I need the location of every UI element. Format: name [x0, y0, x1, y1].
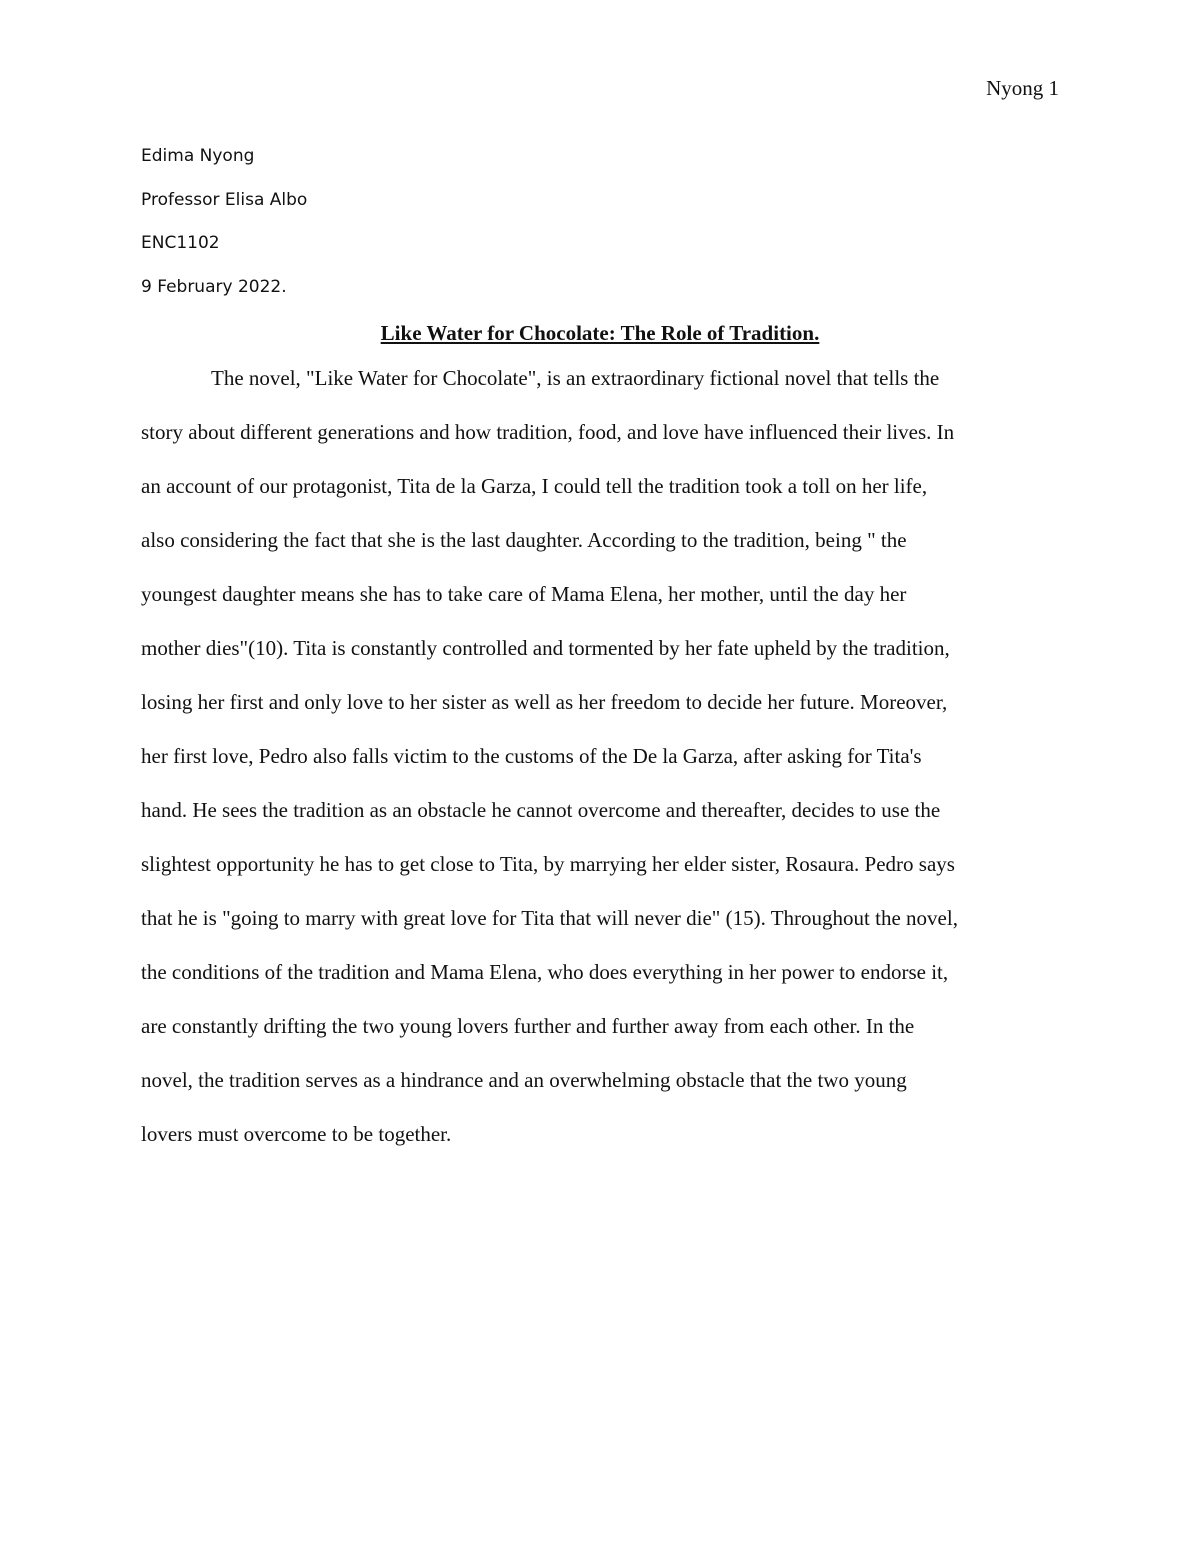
course-code: ENC1102	[141, 233, 220, 253]
essay-date: 9 February 2022.	[141, 276, 287, 297]
essay-title: Like Water for Chocolate: The Role of Tradition.	[380, 321, 820, 345]
body-line: her first love, Pedro also falls victim to the customs of the De la Garza, after asking for Tita's	[141, 744, 922, 768]
body-line: losing her first and only love to her sister as well as her freedom to decide her future. Moreover,	[141, 690, 948, 714]
body-line: the conditions of the tradition and Mama Elena, who does everything in her power to endorse it,	[141, 960, 949, 984]
body-line: The novel, "Like Water for Chocolate", is an extraordinary fictional novel that tells the	[211, 366, 940, 390]
professor-name: Professor Elisa Albo	[141, 189, 308, 210]
body-line: hand. He sees the tradition as an obstacle he cannot overcome and thereafter, decides to use the	[141, 798, 941, 822]
body-line: are constantly drifting the two young lovers further and further away from each other. In the	[141, 1014, 915, 1038]
student-name: Edima Nyong	[141, 146, 255, 166]
body-line: mother dies"(10). Tita is constantly controlled and tormented by her fate upheld by the tradition,	[141, 636, 950, 660]
body-line: lovers must overcome to be together.	[141, 1122, 452, 1146]
mla-heading	[141, 143, 307, 317]
running-header: Nyong 1	[986, 76, 1059, 100]
body-line: an account of our protagonist, Tita de la Garza, I could tell the tradition took a toll on her life,	[141, 474, 928, 498]
body-line: story about different generations and how tradition, food, and love have influenced their lives. In	[141, 420, 955, 444]
body-line: novel, the tradition serves as a hindrance and an overwhelming obstacle that the two young	[141, 1068, 907, 1092]
body-line: youngest daughter means she has to take care of Mama Elena, her mother, until the day her	[141, 582, 907, 606]
essay-body	[141, 364, 1059, 1174]
body-line: slightest opportunity he has to get close to Tita, by marrying her elder sister, Rosaura. Pedro says	[141, 852, 955, 876]
body-line: also considering the fact that she is the last daughter. According to the tradition, being " the	[141, 528, 907, 552]
body-line: that he is "going to marry with great love for Tita that will never die" (15). Throughout the novel,	[141, 906, 958, 930]
